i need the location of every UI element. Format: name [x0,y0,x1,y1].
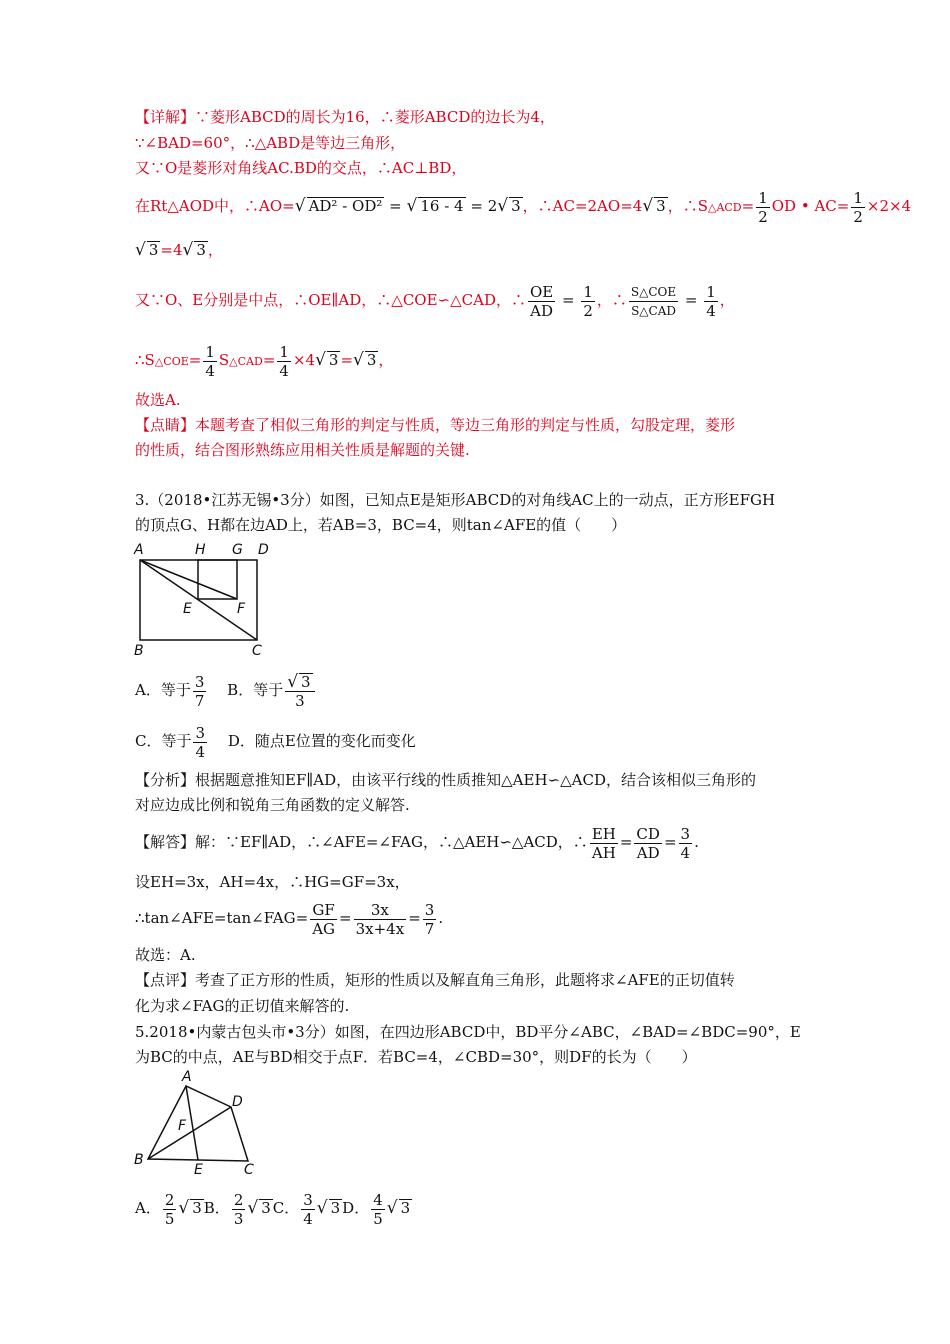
solution-line-4: 在Rt△AOD中，∴AO=√ AD² - OD² = √ 16 - 4 = 2√ 3 ，∴AC=2AO=4√ 3 ，∴S△ACD= $\frac{1}{2}$ OD • AC= $\frac{1}{2}$ ×2×4 [135,188,912,226]
q3-solution-line-3: ∴tan∠AFE=tan∠FAG= $\frac{GF}{AG}$ = $\frac{3x}{3x+4x}$ = $\frac{3}{7}$ . [135,900,444,938]
solution-line-10: 的性质，结合图形熟练应用相关性质是解题的关键. [135,441,470,459]
label-c: C [244,1162,254,1178]
q5-option-c: C． [272,1199,300,1217]
label-b: B [134,1152,144,1168]
q5-stem-line-1: 5.2018•内蒙古包头市•3分）如图，在四边形ABCD中，BD平分∠ABC，∠BAD=∠BDC=90°，E [135,1023,801,1041]
q3-option-a: A．等于 [135,681,191,699]
label-e: E [183,601,192,617]
q3-comment-line-1: 【点评】考查了正方形的性质，矩形的性质以及解直角三角形，此题将求∠AFE的正切值转 [135,971,735,989]
label-a: A [182,1069,192,1085]
q5-stem-line-2: 为BC的中点，AE与BD相交于点F．若BC=4，∠CBD=30°，则DF的长为（ ） [135,1048,697,1066]
q3-solution-line-2: 设EH=3x，AH=4x，∴HG=GF=3x， [135,873,410,891]
label-f: F [237,601,246,617]
label-f: F [178,1118,187,1134]
q5-option-a: A． [135,1199,161,1217]
solution-line-3: 又∵O是菱形对角线AC.BD的交点，∴AC⊥BD， [135,159,467,177]
square-efgh [198,560,237,599]
q3-comment-line-2: 化为求∠FAG的正切值来解答的. [135,997,350,1015]
solution-line-2: ∵∠BAD=60°，∴△ABD是等边三角形， [135,134,406,152]
label-h: H [195,542,206,558]
q5-figure [128,1068,268,1180]
label-e: E [194,1162,203,1178]
q3-analysis-line-2: 对应边成比例和锐角三角函数的定义解答. [135,796,410,814]
label-a: A [134,542,144,558]
q5-option-b: B． [203,1199,230,1217]
solution-line-5: √ 3 =4√ 3 ， [135,240,223,260]
solution-line-1: 【详解】∵菱形ABCD的周长为16，∴菱形ABCD的边长为4， [135,108,555,126]
q3-stem-line-1: 3.（2018•江苏无锡•3分）如图，已知点E是矩形ABCD的对角线AC上的一动点，正方形EFGH [135,491,776,509]
solution-line-8: 故选A. [135,391,181,409]
q3-option-c: C．等于 [135,732,192,750]
label-b: B [134,643,144,659]
q3-options-cd: C．等于 $\frac{3}{4}$ D．随点E位置的变化而变化 [135,723,416,761]
label-d: D [232,1094,243,1110]
segment-ae [186,1086,198,1160]
q5-option-d: D． [342,1199,370,1217]
diagonal-bd [148,1107,231,1159]
q5-options: A． $\frac{2}{5}$ √ 3 B． $\frac{2}{3}$ √ 3 C． $\frac{3}{4}$ √ 3 D． $\frac{4}{5}$ √ 3 [135,1190,411,1228]
q3-analysis-line-1: 【分析】根据题意推知EF∥AD，由该平行线的性质推知△AEH∽△ACD，结合该相似三角形的 [135,771,756,789]
label-c: C [252,643,262,659]
q3-option-b: B．等于 [227,681,284,699]
q3-solution-line-1: 【解答】解：∵EF∥AD，∴∠AFE=∠FAG，∴△AEH∽△ACD，∴ $\frac{EH}{AH}$ = $\frac{CD}{AD}$ = $\frac{3}{4}$ . [135,824,699,862]
q3-stem-line-2: 的顶点G、H都在边AD上，若AB=3，BC=4，则tan∠AFE的值（ ） [135,516,627,534]
solution-line-9: 【点睛】本题考查了相似三角形的判定与性质，等边三角形的判定与性质，勾股定理，菱形 [135,416,736,434]
label-g: G [232,542,243,558]
q3-figure [130,538,280,660]
q3-choice: 故选：A. [135,946,196,964]
q3-option-d: D．随点E位置的变化而变化 [227,732,416,750]
label-d: D [258,542,269,558]
solution-line-6: 又∵O、E分别是中点，∴OE∥AD，∴△COE∽△CAD，∴ $\frac{OE}{AD}$ = $\frac{1}{2}$ ，∴ $\frac{\text{S△COE}}{\text{S△CAD}}$ = $\frac{1}{4}$ ， [135,282,735,320]
solution-line-7: ∴S△COE= $\frac{1}{4}$ S△CAD= $\frac{1}{4}$ ×4√ 3 =√ 3 ， [135,342,394,380]
q3-options-ab: A．等于 $\frac{3}{7}$ B．等于 $\frac{√ 3}{3}$ [135,670,317,710]
